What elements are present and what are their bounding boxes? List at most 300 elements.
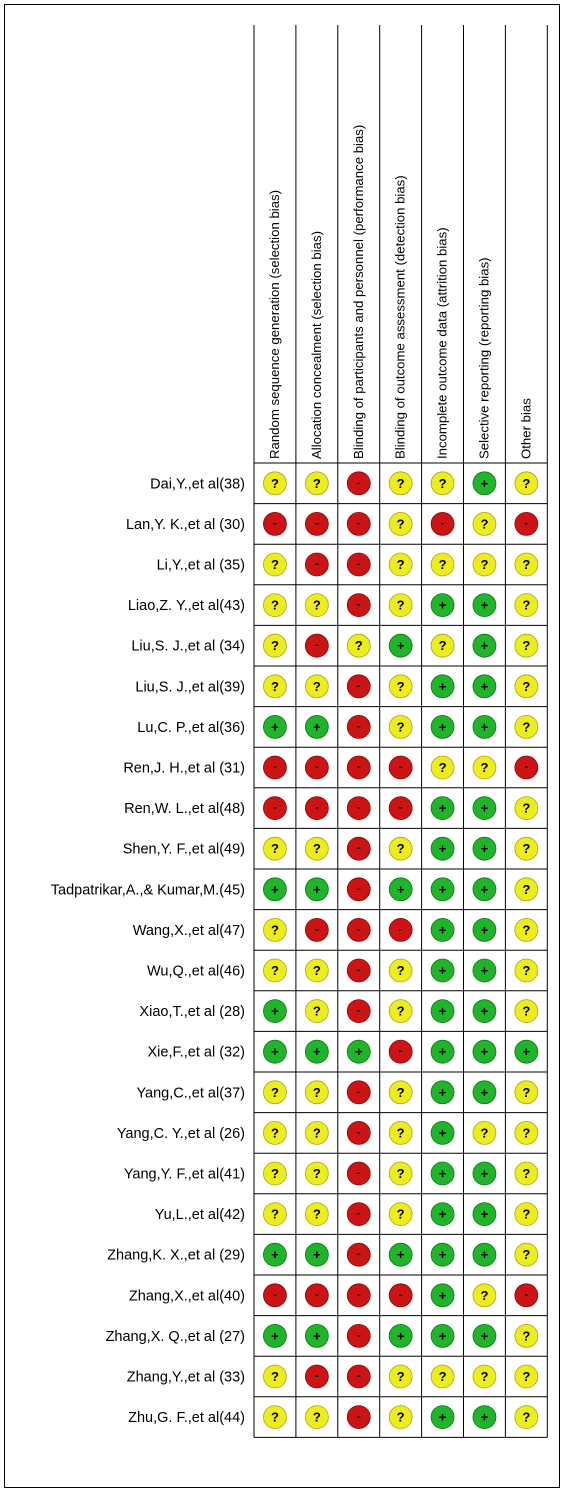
study-label: Liu,S. J.,et al(39) — [135, 679, 245, 696]
svg-text:+: + — [438, 1084, 447, 1100]
svg-text:+: + — [438, 1003, 447, 1019]
svg-text:?: ? — [480, 760, 489, 775]
rating-mark — [263, 1365, 286, 1388]
svg-text:+: + — [313, 719, 321, 735]
svg-text:+: + — [354, 1044, 363, 1060]
rating-mark — [389, 472, 412, 495]
svg-text:?: ? — [522, 1166, 531, 1181]
rating-mark — [431, 553, 454, 576]
svg-text:-: - — [314, 1368, 319, 1383]
rating-mark — [515, 553, 538, 576]
rating-mark — [305, 1243, 328, 1266]
svg-text:-: - — [356, 1327, 361, 1342]
svg-text:+: + — [271, 881, 279, 897]
svg-text:+: + — [271, 1003, 279, 1019]
rating-mark — [515, 594, 538, 617]
svg-text:+: + — [271, 1247, 279, 1263]
rating-mark — [305, 472, 328, 495]
rating-mark — [263, 634, 286, 657]
rating-mark — [263, 1162, 286, 1185]
rating-mark — [473, 634, 496, 657]
svg-text:+: + — [438, 800, 447, 816]
svg-text:+: + — [438, 597, 447, 613]
svg-text:?: ? — [522, 1206, 531, 1222]
rating-mark — [389, 756, 412, 779]
svg-text:?: ? — [270, 475, 279, 491]
rating-mark — [473, 1365, 496, 1388]
rating-mark — [389, 1324, 412, 1347]
rating-mark — [305, 959, 328, 982]
rating-mark — [473, 594, 496, 617]
svg-text:-: - — [524, 1287, 529, 1302]
svg-text:-: - — [398, 800, 403, 815]
rating-mark — [347, 1284, 370, 1307]
svg-text:?: ? — [522, 678, 531, 694]
rating-mark — [473, 1162, 496, 1185]
rating-mark — [431, 1284, 454, 1307]
column-header-label: Other bias — [518, 398, 534, 459]
svg-text:?: ? — [396, 475, 405, 491]
svg-text:-: - — [524, 515, 529, 530]
rating-mark — [305, 553, 328, 576]
rating-mark — [515, 959, 538, 982]
svg-text:+: + — [438, 1166, 447, 1181]
svg-text:+: + — [480, 638, 489, 654]
rating-mark — [473, 918, 496, 941]
study-label: Zhang,X.,et al(40) — [128, 1288, 245, 1305]
svg-text:?: ? — [270, 597, 279, 613]
rating-mark — [515, 756, 538, 779]
svg-text:+: + — [313, 1247, 321, 1263]
study-label: Yang,C.,et al(37) — [136, 1085, 245, 1102]
svg-text:?: ? — [522, 1125, 531, 1141]
svg-text:-: - — [356, 962, 361, 977]
rating-mark — [305, 1406, 328, 1429]
svg-text:-: - — [356, 759, 361, 774]
svg-text:?: ? — [270, 1369, 279, 1384]
svg-text:?: ? — [270, 963, 279, 978]
svg-text:?: ? — [396, 557, 405, 572]
rating-mark — [347, 1000, 370, 1023]
rating-mark — [431, 1081, 454, 1104]
study-label: Zhu,G. F.,et al(44) — [128, 1410, 245, 1427]
svg-text:?: ? — [396, 1125, 405, 1141]
svg-text:+: + — [480, 1084, 489, 1100]
rating-mark — [305, 1284, 328, 1307]
rating-mark — [431, 918, 454, 941]
rating-mark — [431, 1162, 454, 1185]
rating-mark — [389, 1243, 412, 1266]
svg-text:?: ? — [312, 678, 321, 694]
svg-text:?: ? — [480, 557, 489, 572]
rating-mark — [263, 512, 286, 535]
svg-text:-: - — [356, 921, 361, 936]
rating-mark — [515, 634, 538, 657]
rating-mark — [347, 1243, 370, 1266]
svg-text:+: + — [438, 1409, 447, 1425]
svg-text:?: ? — [522, 922, 531, 938]
rating-mark — [347, 1365, 370, 1388]
rating-mark — [431, 1040, 454, 1063]
rating-mark — [431, 959, 454, 982]
svg-text:?: ? — [396, 963, 405, 978]
svg-text:-: - — [524, 759, 529, 774]
rating-mark — [263, 1040, 286, 1063]
rating-mark — [431, 1243, 454, 1266]
rating-mark — [263, 675, 286, 698]
column-header-label: Blinding of outcome assessment (detection bias) — [392, 175, 408, 459]
rating-mark — [473, 1040, 496, 1063]
rating-mark — [263, 797, 286, 820]
rating-mark — [263, 472, 286, 495]
rating-mark — [347, 797, 370, 820]
svg-text:?: ? — [438, 475, 447, 491]
rating-mark — [431, 797, 454, 820]
rating-mark — [431, 512, 454, 535]
rating-mark — [305, 512, 328, 535]
rating-mark — [473, 878, 496, 901]
svg-text:-: - — [272, 800, 277, 815]
rating-mark — [305, 1121, 328, 1144]
rating-mark — [431, 1121, 454, 1144]
rating-mark — [473, 675, 496, 698]
svg-text:?: ? — [522, 1247, 531, 1263]
rating-mark — [473, 797, 496, 820]
svg-text:-: - — [314, 1287, 319, 1302]
study-label: Wang,X.,et al(47) — [132, 922, 245, 939]
rating-mark — [263, 1406, 286, 1429]
svg-text:+: + — [438, 719, 447, 735]
study-label: Xiao,T.,et al (28) — [139, 1004, 245, 1021]
rating-mark — [431, 675, 454, 698]
svg-text:?: ? — [270, 1409, 279, 1425]
svg-text:-: - — [398, 1287, 403, 1302]
svg-text:-: - — [314, 556, 319, 571]
rating-mark — [347, 918, 370, 941]
rating-mark — [515, 797, 538, 820]
rating-mark — [389, 1040, 412, 1063]
svg-text:+: + — [480, 597, 489, 613]
rating-mark — [347, 1324, 370, 1347]
rating-mark — [515, 1081, 538, 1104]
rating-mark — [515, 837, 538, 860]
svg-text:+: + — [480, 841, 489, 857]
svg-text:+: + — [480, 1328, 489, 1344]
rating-mark — [263, 1081, 286, 1104]
rating-mark — [347, 1203, 370, 1226]
svg-text:-: - — [356, 556, 361, 571]
rating-mark — [305, 675, 328, 698]
study-label: Zhang,X. Q.,et al (27) — [105, 1328, 245, 1345]
svg-text:+: + — [480, 1409, 489, 1425]
rating-mark — [305, 594, 328, 617]
rating-mark — [263, 918, 286, 941]
svg-text:?: ? — [312, 1125, 321, 1141]
rating-mark — [347, 594, 370, 617]
rating-mark — [347, 837, 370, 860]
rating-mark — [473, 1243, 496, 1266]
rating-mark — [389, 959, 412, 982]
svg-text:-: - — [356, 1003, 361, 1018]
svg-text:?: ? — [270, 922, 279, 938]
rating-mark — [263, 1121, 286, 1144]
svg-text:?: ? — [522, 841, 531, 857]
rating-mark — [389, 1121, 412, 1144]
rating-mark — [305, 797, 328, 820]
svg-text:?: ? — [312, 597, 321, 613]
svg-text:+: + — [438, 881, 447, 897]
svg-text:-: - — [356, 1246, 361, 1261]
rating-mark — [263, 715, 286, 738]
svg-text:+: + — [438, 841, 447, 857]
svg-text:-: - — [314, 759, 319, 774]
svg-text:?: ? — [396, 841, 405, 857]
rating-mark — [347, 553, 370, 576]
svg-text:+: + — [438, 678, 447, 694]
rating-mark — [263, 1203, 286, 1226]
rating-mark — [431, 1365, 454, 1388]
rating-mark — [305, 1000, 328, 1023]
rating-mark — [263, 837, 286, 860]
svg-text:?: ? — [522, 881, 531, 897]
rating-mark — [473, 1406, 496, 1429]
svg-text:?: ? — [312, 1003, 321, 1019]
column-header-label: Incomplete outcome data (attrition bias) — [434, 227, 450, 459]
svg-text:?: ? — [312, 963, 321, 978]
rating-mark — [473, 1121, 496, 1144]
study-label: Shen,Y. F.,et al(49) — [122, 841, 245, 858]
svg-text:-: - — [356, 718, 361, 733]
svg-text:-: - — [398, 1043, 403, 1058]
svg-text:?: ? — [522, 800, 531, 816]
study-label: Yang,Y. F.,et al(41) — [123, 1166, 245, 1183]
svg-text:?: ? — [522, 1328, 531, 1344]
svg-text:-: - — [356, 1409, 361, 1424]
rating-mark — [431, 878, 454, 901]
rating-mark — [347, 1040, 370, 1063]
rating-mark — [515, 1162, 538, 1185]
svg-text:+: + — [480, 1044, 489, 1060]
svg-text:-: - — [356, 1206, 361, 1221]
svg-text:?: ? — [396, 678, 405, 694]
study-label: Ren,J. H.,et al (31) — [123, 760, 245, 777]
rating-mark — [305, 1203, 328, 1226]
svg-text:-: - — [356, 515, 361, 530]
study-label: Ren,W. L.,et al(48) — [124, 801, 245, 818]
column-header-label: Selective reporting (reporting bias) — [476, 257, 492, 459]
svg-text:?: ? — [522, 1369, 531, 1384]
svg-text:-: - — [314, 921, 319, 936]
svg-text:-: - — [314, 800, 319, 815]
rating-mark — [347, 675, 370, 698]
rating-mark — [263, 878, 286, 901]
svg-text:?: ? — [270, 841, 279, 857]
study-label: Dai,Y.,et al(38) — [150, 476, 245, 493]
svg-text:-: - — [356, 840, 361, 855]
svg-text:?: ? — [480, 1125, 489, 1141]
svg-text:-: - — [356, 1124, 361, 1139]
rating-mark — [389, 634, 412, 657]
rating-mark — [515, 1243, 538, 1266]
rating-mark — [263, 594, 286, 617]
svg-text:-: - — [356, 1368, 361, 1383]
rating-mark — [473, 837, 496, 860]
svg-text:?: ? — [522, 597, 531, 613]
study-label: Yu,L.,et al(42) — [154, 1207, 245, 1224]
rating-mark — [431, 837, 454, 860]
svg-text:?: ? — [396, 1369, 405, 1384]
rating-mark — [515, 918, 538, 941]
rating-mark — [473, 1203, 496, 1226]
svg-text:?: ? — [270, 1206, 279, 1222]
svg-text:?: ? — [396, 1409, 405, 1425]
svg-text:-: - — [356, 1165, 361, 1180]
svg-text:?: ? — [396, 1166, 405, 1181]
rating-mark — [389, 878, 412, 901]
rating-mark — [473, 959, 496, 982]
rating-mark — [263, 1243, 286, 1266]
rating-mark — [263, 1324, 286, 1347]
rating-mark — [305, 1324, 328, 1347]
rating-mark — [431, 715, 454, 738]
svg-text:-: - — [356, 475, 361, 490]
study-label: Wu,Q.,et al(46) — [146, 963, 245, 980]
rating-mark — [347, 878, 370, 901]
svg-text:+: + — [313, 1328, 321, 1344]
rating-mark — [431, 594, 454, 617]
rating-mark — [473, 553, 496, 576]
svg-text:+: + — [271, 719, 279, 735]
column-header-label: Allocation concealment (selection bias) — [308, 231, 324, 459]
rating-mark — [473, 512, 496, 535]
rating-mark — [305, 918, 328, 941]
rating-mark — [389, 1081, 412, 1104]
rating-mark — [515, 1324, 538, 1347]
svg-text:+: + — [480, 1003, 489, 1019]
rating-mark — [389, 675, 412, 698]
rating-mark — [473, 756, 496, 779]
svg-text:+: + — [438, 1044, 447, 1060]
rating-mark — [473, 715, 496, 738]
svg-text:-: - — [398, 921, 403, 936]
rating-mark — [515, 472, 538, 495]
rating-mark — [431, 472, 454, 495]
rating-mark — [473, 1000, 496, 1023]
svg-text:+: + — [480, 963, 489, 978]
svg-text:?: ? — [396, 1003, 405, 1019]
svg-text:+: + — [480, 1206, 489, 1222]
rating-mark — [347, 959, 370, 982]
study-label: Lu,C. P.,et al(36) — [137, 719, 245, 736]
rating-mark — [389, 797, 412, 820]
rating-mark — [305, 1081, 328, 1104]
rating-mark — [263, 959, 286, 982]
svg-text:?: ? — [522, 557, 531, 572]
rating-mark — [389, 837, 412, 860]
rating-mark — [305, 756, 328, 779]
rating-mark — [515, 1040, 538, 1063]
svg-text:?: ? — [312, 475, 321, 491]
svg-text:-: - — [356, 597, 361, 612]
rating-mark — [347, 634, 370, 657]
rating-mark — [431, 1324, 454, 1347]
rating-mark — [347, 512, 370, 535]
svg-text:?: ? — [396, 516, 405, 532]
svg-text:?: ? — [270, 1166, 279, 1181]
study-label: Liu,S. J.,et al (34) — [131, 638, 245, 655]
rating-mark — [473, 1284, 496, 1307]
rating-mark — [389, 1365, 412, 1388]
svg-text:+: + — [438, 922, 447, 938]
rating-mark — [305, 634, 328, 657]
rating-mark — [515, 1365, 538, 1388]
svg-text:+: + — [480, 800, 489, 816]
rating-mark — [263, 756, 286, 779]
svg-text:+: + — [480, 881, 489, 897]
svg-text:?: ? — [438, 638, 447, 654]
svg-text:+: + — [438, 1206, 447, 1222]
svg-text:+: + — [480, 1166, 489, 1181]
rating-mark — [305, 1040, 328, 1063]
rating-mark — [389, 1162, 412, 1185]
rating-mark — [473, 1324, 496, 1347]
rating-mark — [515, 1000, 538, 1023]
rating-mark — [473, 1081, 496, 1104]
rating-mark — [389, 918, 412, 941]
study-label: Li,Y.,et al (35) — [156, 557, 245, 574]
rating-mark — [431, 1000, 454, 1023]
study-label: Zhang,K. X.,et al (29) — [107, 1247, 245, 1264]
svg-text:?: ? — [522, 1003, 531, 1019]
column-header-label: Random sequence generation (selection bias) — [266, 189, 282, 459]
rating-mark — [305, 1162, 328, 1185]
svg-text:+: + — [271, 1328, 279, 1344]
study-label: Liao,Z. Y.,et al(43) — [127, 598, 245, 615]
svg-text:?: ? — [312, 1084, 321, 1100]
svg-text:?: ? — [312, 1409, 321, 1425]
svg-text:?: ? — [438, 1369, 447, 1384]
svg-text:?: ? — [270, 1125, 279, 1141]
svg-text:?: ? — [270, 1084, 279, 1100]
rating-mark — [515, 512, 538, 535]
svg-text:+: + — [480, 1247, 489, 1263]
svg-text:?: ? — [522, 1084, 531, 1100]
rating-mark — [305, 878, 328, 901]
svg-text:?: ? — [270, 678, 279, 694]
rating-mark — [431, 1406, 454, 1429]
rating-mark — [305, 1365, 328, 1388]
svg-text:-: - — [356, 678, 361, 693]
rating-mark — [515, 675, 538, 698]
svg-text:?: ? — [396, 1206, 405, 1222]
svg-text:?: ? — [522, 963, 531, 978]
rating-mark — [515, 1406, 538, 1429]
svg-text:?: ? — [480, 516, 489, 532]
svg-text:?: ? — [522, 638, 531, 654]
svg-text:+: + — [438, 1247, 447, 1263]
rating-mark — [389, 553, 412, 576]
svg-text:-: - — [398, 759, 403, 774]
rating-mark — [389, 1000, 412, 1023]
rating-mark — [263, 553, 286, 576]
rating-mark — [263, 1284, 286, 1307]
svg-text:+: + — [480, 719, 489, 735]
svg-text:?: ? — [522, 1409, 531, 1425]
column-header-label: Blinding of participants and personnel (performance bias) — [350, 124, 366, 459]
svg-text:?: ? — [522, 475, 531, 491]
svg-text:?: ? — [438, 557, 447, 572]
svg-text:-: - — [272, 1287, 277, 1302]
